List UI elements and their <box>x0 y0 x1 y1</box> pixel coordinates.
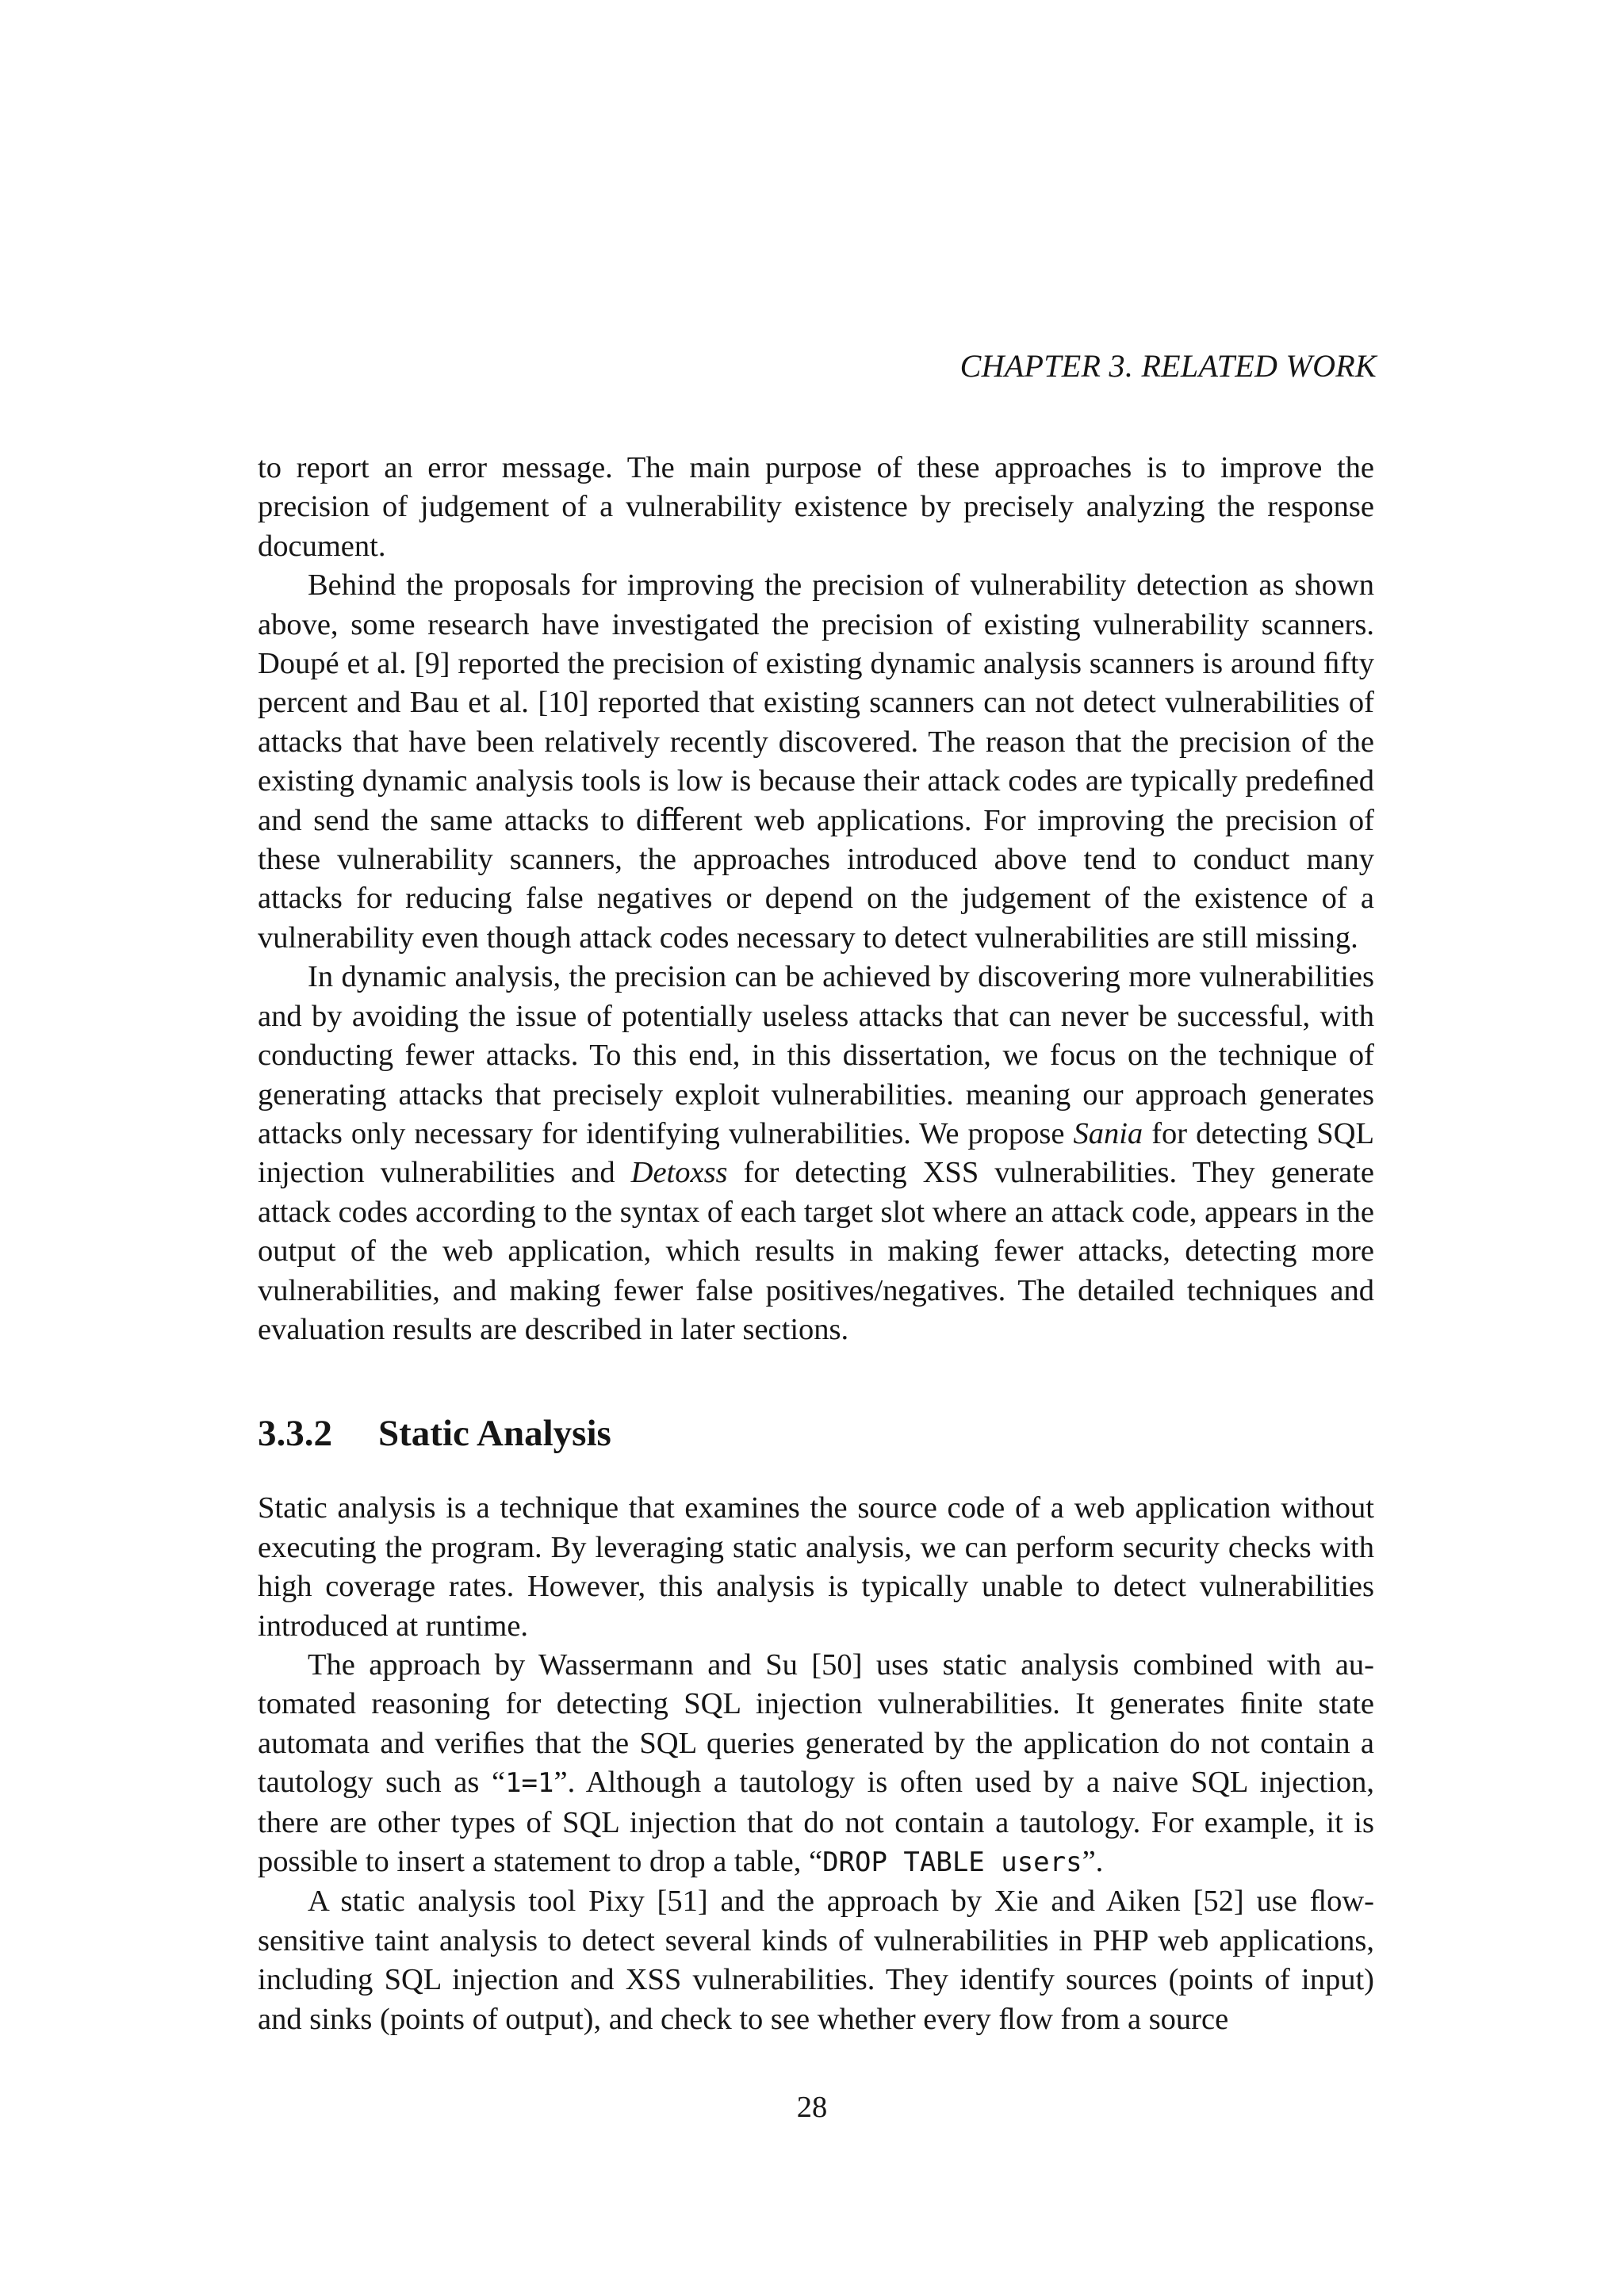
paragraph-static-analysis-intro: Static analysis is a technique that examines the source code of a web application without executing the program. By leveraging static analysis, we can perform security checks with high coverage rates. However, this analysis is typically unable to detect vulnerabilities introduced at runtime. <box>258 1491 1374 1643</box>
paragraph-pixy: A static analysis tool Pixy [51] and the approach by Xie and Aiken [52] use ﬂowsensitive taint analysis to detect several kinds of vulnerabilities in PHP web applications, including SQL injection and XSS vulnerabilities. They identify sources (points of input) and sinks (points of output), and check to see whether every ﬂow from a source <box>258 1885 1374 2036</box>
page-number: 28 <box>796 2091 828 2124</box>
body-text <box>258 449 1374 2039</box>
paragraph-text: for detecting XSS vulnerabilities. They generate attack codes according to the syntax of each target slot where an attack code, appears in the output of the web application, which results in making fewer attacks, detecting more vulnerabilities, and making fewer false positives/negatives. The detailed techniques and evaluation results are described in later sections. <box>258 1156 1374 1346</box>
code-snippet: DROP TABLE users <box>822 1846 1082 1878</box>
detoxss-term: Detoxss <box>630 1156 728 1190</box>
code-snippet: 1=1 <box>505 1767 554 1800</box>
section-heading <box>258 1411 1374 1456</box>
paragraph-text: ”. Although a tautology is often used by a naive SQL injection, there are other types of SQL injection that do not contain a tautology. For example, it is possible to insert a statement to drop a table, “ <box>258 1766 1374 1878</box>
paragraph-precision-scanners: Behind the proposals for improving the precision of vulnerability detection as shown above, some research have investigated the precision of existing vulnerability scanners. Doupé et al. [9] reported the precision of existing dynamic analysis scanners is around ﬁfty percent and Bau et al. [10] reported that existing scanners can not detect vulnerabilities of attacks that have been relatively recently discovered. The reason that the precision of the existing dynamic analysis tools is low is because their attack codes are typically predeﬁned and send the same attacks to diﬀerent web applications. For improving the precision of these vulnerability scanners, the approaches introduced above tend to conduct many attacks for reducing false negatives or depend on the judgement of the existence of a vulnerability even though attack codes necessary to detect vulnerabilities are still missing. <box>258 568 1374 955</box>
running-head: CHAPTER 3. RELATED WORK <box>959 348 1377 384</box>
paragraph-text: In dynamic analysis, the precision can be achieved by discovering more vulnerabilities and by avoiding the issue of potentially useless attacks that can never be successful, with conducting fewer attacks. To this end, in this dissertation, we focus on the technique of generating attacks that precisely exploit vulnerabilities. meaning our approach generates attacks only necessary for identifying vulnerabilities. We propose <box>258 960 1374 1150</box>
paragraph-dynamic-analysis-proposal <box>258 958 1374 1349</box>
paragraph-wassermann-su <box>258 1646 1374 1882</box>
paragraph-text: ”. <box>1082 1845 1104 1878</box>
section-number: 3.3.2 <box>258 1413 332 1455</box>
section-title: Static Analysis <box>378 1413 611 1455</box>
paragraph-text: The approach by Wassermann and Su [50] uses static analysis combined with automated reasoning for detecting SQL injection vulnerabilities. It generates ﬁnite state automata and veriﬁes that the SQL queries generated by the application do not contain a tautology such as “ <box>258 1647 1374 1800</box>
paragraph-continuation: to report an error message. The main purpose of these approaches is to improve the precision of judgement of a vulnerability existence by precisely analyzing the response document. <box>258 451 1374 563</box>
paragraph-text: for detecting SQL injection vulnerabilities and <box>258 1116 1374 1190</box>
sania-term: Sania <box>1073 1116 1143 1150</box>
